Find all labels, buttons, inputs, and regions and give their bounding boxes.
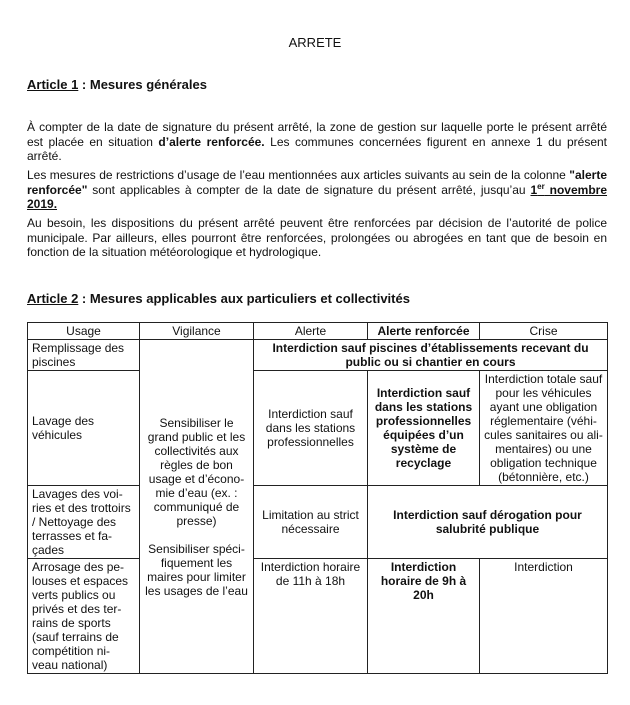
table-row: [28, 486, 608, 559]
vigilance-cell: [140, 340, 254, 674]
header-crise: Crise: [480, 323, 608, 340]
table-row: [28, 340, 608, 371]
p2-date: 1er novembre 2019.: [27, 181, 608, 211]
table-row: [28, 371, 608, 486]
usage-cell: Arrosage des pe-louses et espaces verts publics ou privés et des ter-rains de sports (sauf terrains de compétition ni-veau national): [28, 559, 140, 674]
crise-cell: Interdiction totale sauf pour les véhicules ayant une obligation réglementaire (véhi-cules sanitaires ou ali-mentaires) ou une obligation technique (bétonnière, etc.): [480, 371, 608, 486]
usage-cell: Lavages des voi-ries et des trottoirs / Nettoyage des terrasses et fa-çades: [28, 486, 140, 559]
renforcee-cell: Interdiction sauf dans les stations professionnelles équipées d’un système de recyclage: [368, 371, 480, 486]
merged-measure-cell: Interdiction sauf dérogation pour salubrité publique: [368, 486, 608, 559]
article-2-title: : Mesures applicables aux particuliers et collectivités: [78, 291, 410, 306]
header-vigilance: Vigilance: [140, 323, 254, 340]
p1-text-c: Les communes concernées figurent en annexe 1 du présent arrêté.: [27, 134, 608, 163]
alerte-cell: Interdiction horaire de 11h à 18h: [254, 559, 368, 674]
crise-cell: Interdiction: [480, 559, 608, 674]
merged-measure-cell: Interdiction sauf piscines d’établissements recevant du public ou si chantier en cours: [254, 340, 608, 371]
article-1-title: : Mesures générales: [78, 77, 207, 92]
renforcee-cell: Interdiction horaire de 9h à 20h: [368, 559, 480, 674]
article-2-label: Article 2: [27, 291, 79, 306]
article-1-label: Article 1: [27, 77, 79, 92]
header-usage: Usage: [28, 323, 140, 340]
article-2-heading: [27, 292, 410, 306]
article-1-paragraph-1: [27, 120, 607, 164]
restrictions-table: [27, 322, 608, 674]
usage-cell: Lavage des véhicules: [28, 371, 140, 486]
p1-bold: d’alerte renforcée.: [158, 134, 265, 149]
alerte-cell: Limitation au strict nécessaire: [254, 486, 368, 559]
article-1-paragraph-3: Au besoin, les dispositions du présent arrêté peuvent être renforcées par décision de l’autorité de police municipale. Par ailleurs, elles pourront être renforcées, prolongées ou abrogées en tant que de besoin en fonction de la situation météorologique et hydrologique.: [27, 216, 607, 259]
header-alerte-renforcee: Alerte renforcée: [368, 323, 480, 340]
vigilance-text-1: Sensibiliser le grand public et les collectivités aux règles de bon usage et d’écono-mie d’eau (ex. : communiqué de presse): [147, 415, 246, 528]
table-header-row: [28, 323, 608, 340]
usage-cell: Remplissage des piscines: [28, 340, 140, 371]
vigilance-text-2: Sensibiliser spéci-fiquement les maires pour limiter les usages de l’eau: [145, 541, 248, 598]
document-title: ARRETE: [288, 35, 342, 50]
article-1-paragraph-2: [27, 168, 607, 212]
p1-text-a: À compter de la date de signature du présent arrêté, la zone de gestion sur laquelle porte le présent arrêté est placée en situation: [27, 120, 607, 149]
p2-text-c: sont applicables à compter de la date de signature du présent arrêté, jusqu’au: [87, 182, 531, 197]
p2-bold-quote: "alerte renforcée": [27, 168, 607, 197]
table-row: [28, 559, 608, 674]
article-1-heading: [27, 78, 207, 92]
header-alerte: Alerte: [254, 323, 368, 340]
p2-text-a: Les mesures de restrictions d’usage de l’eau mentionnées aux articles suivants au sein de la colonne: [27, 168, 570, 182]
alerte-cell: Interdiction sauf dans les stations professionnelles: [254, 371, 368, 486]
